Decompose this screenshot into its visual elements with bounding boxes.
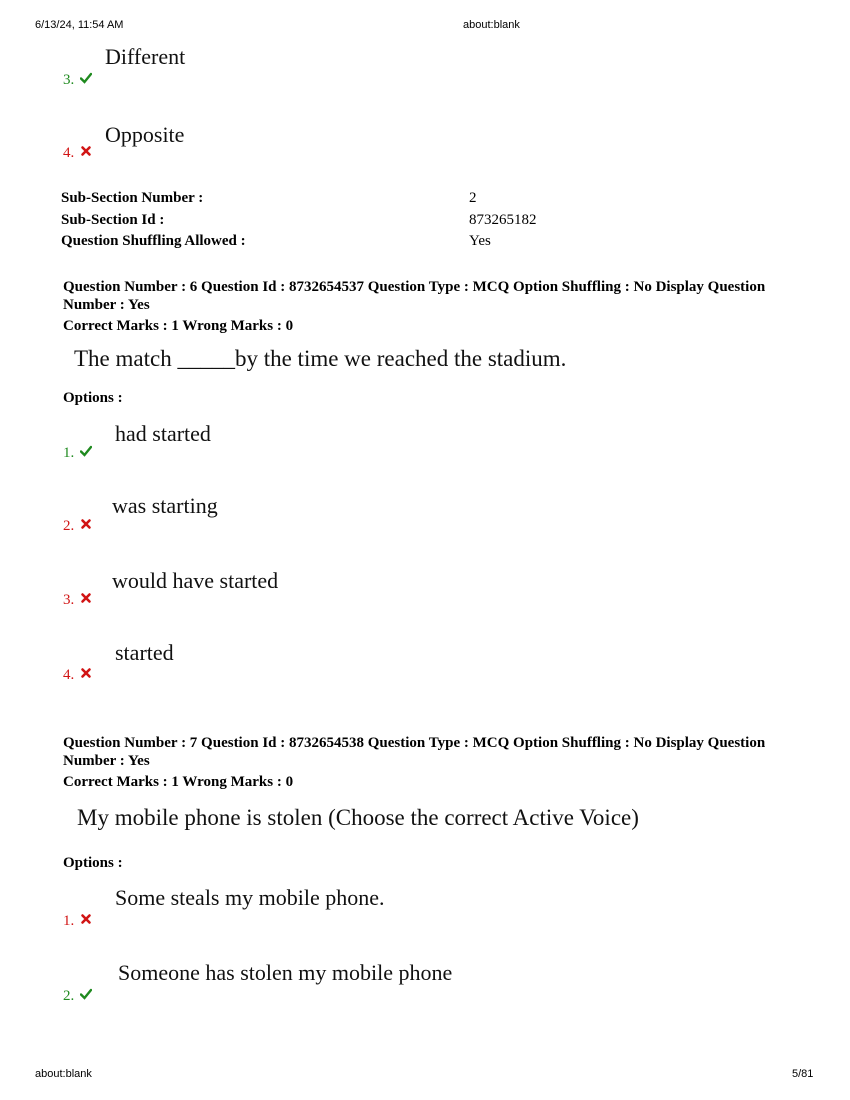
print-title: about:blank — [463, 19, 520, 31]
subsection-number-value: 2 — [469, 190, 477, 206]
question-shuffling-value: Yes — [469, 233, 491, 249]
option-number: 1. — [63, 913, 75, 929]
q6-header-line1: Question Number : 6 Question Id : 8732654537 Question Type : MCQ Option Shuffling : No Display Question — [63, 279, 766, 295]
subsection-id-value: 873265182 — [469, 212, 537, 228]
option-text: Someone has stolen my mobile phone — [118, 960, 453, 985]
q6-option-4 — [63, 623, 763, 683]
option-text: Different — [105, 44, 186, 69]
option-number: 2. — [63, 988, 75, 1004]
q7-marks: Correct Marks : 1 Wrong Marks : 0 — [63, 774, 294, 790]
q7-options-label: Options : — [63, 855, 123, 871]
q6-option-2 — [63, 474, 763, 534]
question-shuffling-label: Question Shuffling Allowed : — [61, 233, 246, 249]
subsection-number-label: Sub-Section Number : — [61, 190, 204, 206]
print-page-number: 5/81 — [792, 1068, 814, 1080]
option-text: was starting — [112, 493, 218, 518]
q7-header-line2: Number : Yes — [63, 753, 150, 769]
option-number: 3. — [63, 592, 75, 608]
option-number: 4. — [63, 145, 75, 161]
cross-icon — [80, 913, 92, 925]
check-icon — [80, 988, 92, 1000]
check-icon — [80, 445, 92, 457]
q6-options-label: Options : — [63, 390, 123, 406]
q7-option-2 — [63, 944, 763, 1004]
subsection-id-label: Sub-Section Id : — [61, 212, 165, 228]
option-text: Opposite — [105, 122, 185, 147]
cross-icon — [80, 667, 92, 679]
q6-option-1 — [63, 401, 763, 461]
cross-icon — [80, 145, 92, 157]
q6-option-3 — [63, 548, 763, 608]
cross-icon — [80, 518, 92, 530]
option-text: would have started — [112, 568, 279, 593]
q7-header — [63, 734, 803, 770]
print-footer-url: about:blank — [35, 1068, 92, 1080]
option-text: Some steals my mobile phone. — [115, 885, 385, 910]
q6-header — [63, 278, 803, 314]
q6-header-line2: Number : Yes — [63, 297, 150, 313]
q7-question-text: My mobile phone is stolen (Choose the correct Active Voice) — [77, 805, 639, 830]
option-number: 2. — [63, 518, 75, 534]
prev-option-4 — [63, 101, 763, 161]
check-icon — [80, 72, 92, 84]
q6-marks: Correct Marks : 1 Wrong Marks : 0 — [63, 318, 294, 334]
option-number: 4. — [63, 667, 75, 683]
print-datetime: 6/13/24, 11:54 AM — [35, 19, 124, 31]
option-text: had started — [115, 421, 211, 446]
cross-icon — [80, 592, 92, 604]
q7-option-1 — [63, 869, 763, 929]
option-number: 3. — [63, 72, 75, 88]
option-text: started — [115, 640, 174, 665]
q6-question-text: The match _____by the time we reached the stadium. — [74, 346, 567, 371]
prev-option-3 — [63, 28, 763, 88]
q7-header-line1: Question Number : 7 Question Id : 8732654538 Question Type : MCQ Option Shuffling : No Display Question — [63, 735, 766, 751]
option-number: 1. — [63, 445, 75, 461]
